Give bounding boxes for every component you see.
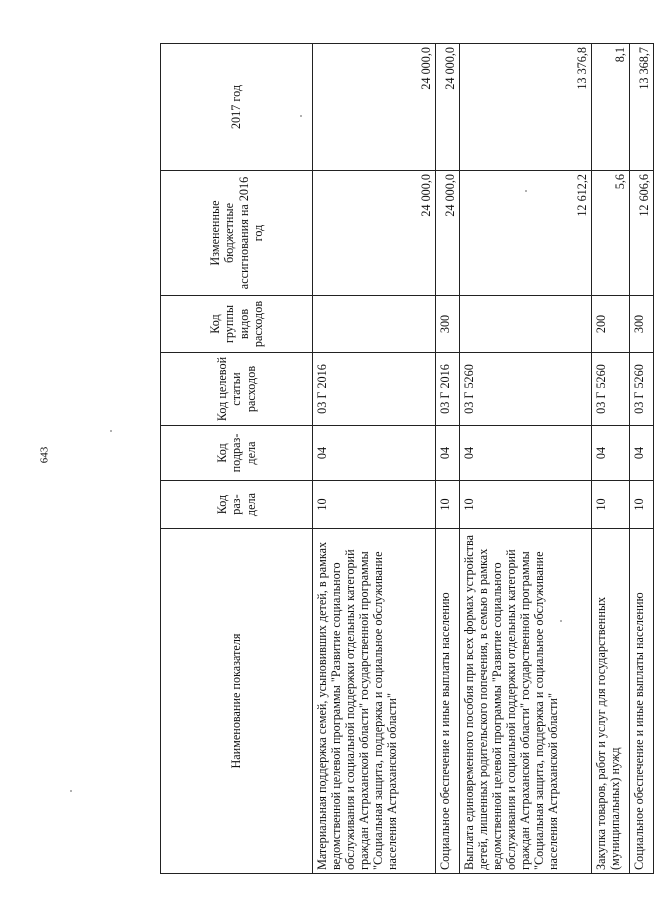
row-name: Социальное обеспечение и иные выплаты населению: [436, 529, 460, 874]
row-2016: 12 612,2: [460, 171, 592, 296]
row-target: 03 Г 5260: [630, 353, 654, 426]
table-row: [313, 44, 436, 874]
row-2017: 8,1: [592, 44, 630, 171]
row-group: [460, 296, 592, 353]
scan-speck: [525, 190, 527, 192]
rotated-table-wrapper: [160, 44, 651, 874]
header-razdel: Код раз-дела: [161, 481, 313, 529]
row-razdel: 10: [592, 481, 630, 529]
row-2016: 12 606,6: [630, 171, 654, 296]
header-target-code: Код целевой статьи расходов: [161, 353, 313, 426]
header-group-code: Код группы видов расходов: [161, 296, 313, 353]
row-target: 03 Г 5260: [592, 353, 630, 426]
row-name: Выплата единовременного пособия при всех формах устройства детей, лишенных родительского попечения, в семью в рамках ведомственной целевой программы "Развитие социального обслуживания и социальной поддержки отдельных категорий граждан Астраханской области" государственной программы "Социальная защита, поддержка и социальное обслуживание населения Астраханской области": [460, 529, 592, 874]
row-target: 03 Г 2016: [313, 353, 436, 426]
row-group: 200: [592, 296, 630, 353]
row-2016: 24 000,0: [313, 171, 436, 296]
row-podrazdel: 04: [436, 426, 460, 481]
row-razdel: 10: [436, 481, 460, 529]
row-target: 03 Г 2016: [436, 353, 460, 426]
row-2017: 13 376,8: [460, 44, 592, 171]
scan-speck: [110, 430, 112, 432]
header-name: Наименование показателя: [161, 529, 313, 874]
scan-speck: [70, 790, 72, 792]
header-podrazdel: Код подраз-дела: [161, 426, 313, 481]
row-group: 300: [630, 296, 654, 353]
table-row: [592, 44, 630, 874]
row-2017: 13 368,7: [630, 44, 654, 171]
table-row: [436, 44, 460, 874]
row-2016: 5,6: [592, 171, 630, 296]
row-podrazdel: 04: [460, 426, 592, 481]
header-row: [161, 44, 313, 874]
row-2017: 24 000,0: [436, 44, 460, 171]
row-name: Социальное обеспечение и иные выплаты населению: [630, 529, 654, 874]
header-2016: Измененные бюджетные ассигнования на 2016 год: [161, 171, 313, 296]
table-row: [460, 44, 592, 874]
row-name: Материальная поддержка семей, усыновивших детей, в рамках ведомственной целевой программы "Развитие социального обслуживания и социальной поддержки отдельных категорий граждан Астраханской области" государственной программы "Социальная защита, поддержка и социальное обслуживание населения Астраханской области": [313, 529, 436, 874]
row-2016: 24 000,0: [436, 171, 460, 296]
page-number: 643: [38, 446, 51, 464]
table-row: [630, 44, 654, 874]
scan-speck: [300, 115, 302, 117]
row-razdel: 10: [460, 481, 592, 529]
row-razdel: 10: [313, 481, 436, 529]
row-group: [313, 296, 436, 353]
row-podrazdel: 04: [313, 426, 436, 481]
header-2017: 2017 год: [161, 44, 313, 171]
row-razdel: 10: [630, 481, 654, 529]
budget-table: [160, 43, 654, 874]
row-name: Закупка товаров, работ и услуг для государственных (муниципальных) нужд: [592, 529, 630, 874]
row-group: 300: [436, 296, 460, 353]
row-podrazdel: 04: [630, 426, 654, 481]
row-podrazdel: 04: [592, 426, 630, 481]
row-2017: 24 000,0: [313, 44, 436, 171]
scan-speck: [560, 620, 562, 622]
row-target: 03 Г 5260: [460, 353, 592, 426]
